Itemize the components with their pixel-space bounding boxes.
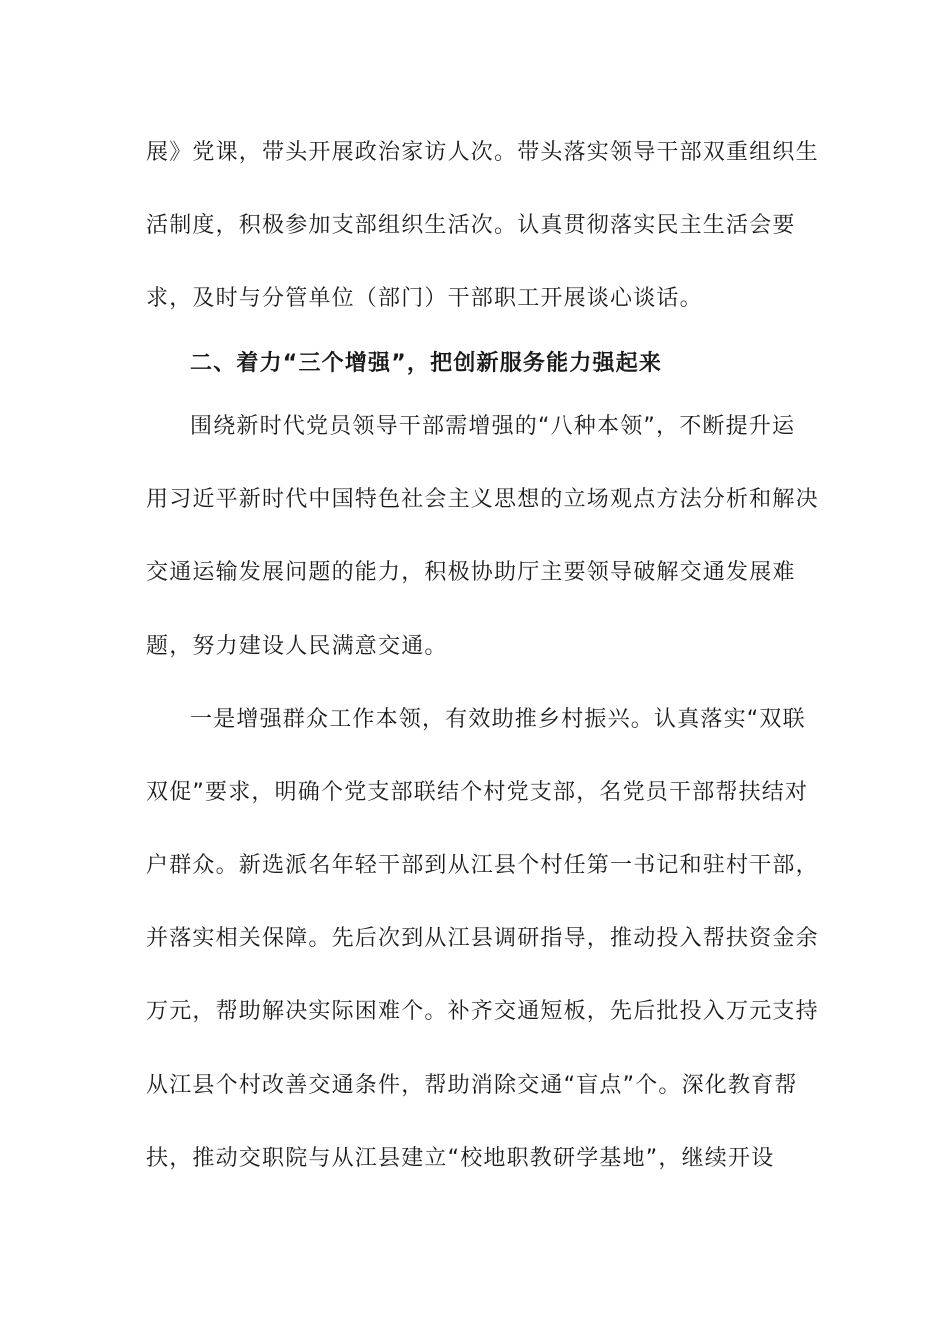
paragraph-line: 交通运输发展问题的能力，积极协助厅主要领导破解交通发展难 xyxy=(146,560,796,585)
paragraph-line: 万元，帮助解决实际困难个。补齐交通短板，先后批投入万元支持 xyxy=(146,999,819,1024)
paragraph-line: 双促”要求，明确个党支部联结个村党支部，名党员干部帮扶结对 xyxy=(146,780,809,805)
paragraph-line: 并落实相关保障。先后次到从江县调研指导，推动投入帮扶资金余 xyxy=(146,926,819,951)
section-heading: 二、着力“三个增强”，把创新服务能力强起来 xyxy=(190,351,663,376)
paragraph-line: 一是增强群众工作本领，有效助推乡村振兴。认真落实“双联 xyxy=(190,707,806,732)
paragraph-line: 从江县个村改善交通条件，帮助消除交通“盲点”个。深化教育帮 xyxy=(146,1073,798,1098)
paragraph-line: 用习近平新时代中国特色社会主义思想的立场观点方法分析和解决 xyxy=(146,487,819,512)
paragraph-line: 户群众。新选派名年轻干部到从江县个村任第一书记和驻村干部， xyxy=(146,853,819,878)
paragraph-line: 展》党课，带头开展政治家访人次。带头落实领导干部双重组织生 xyxy=(146,140,819,165)
paragraph-line: 扶，推动交职院与从江县建立“校地职教研学基地”，继续开设 xyxy=(146,1146,775,1171)
paragraph-line: 围绕新时代党员领导干部需增强的“八种本领”，不断提升运 xyxy=(190,414,796,439)
paragraph-line: 活制度，积极参加支部组织生活次。认真贯彻落实民主生活会要 xyxy=(146,213,796,238)
paragraph-line: 题，努力建设人民满意交通。 xyxy=(146,634,448,659)
paragraph-line: 求，及时与分管单位（部门）干部职工开展谈心谈话。 xyxy=(146,286,703,311)
